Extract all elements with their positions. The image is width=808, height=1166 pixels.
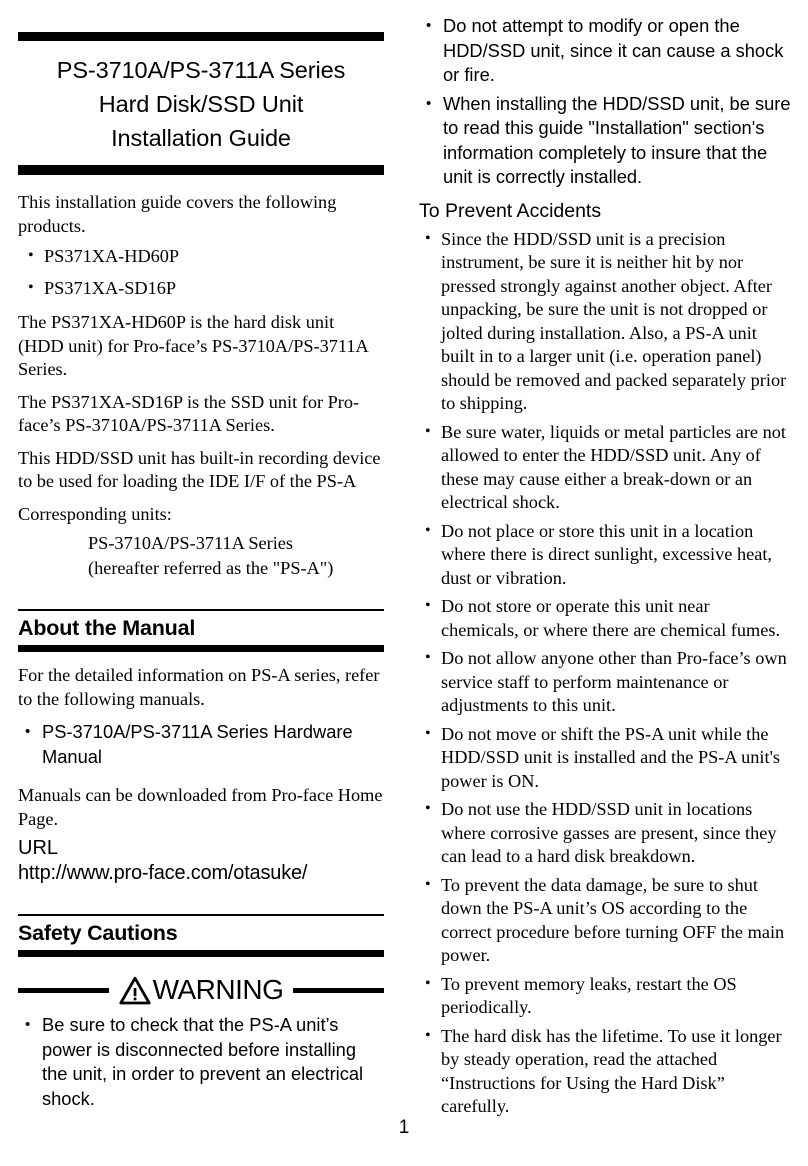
list-item: • When installing the HDD/SSD unit, be sure to read this guide "Installation" section's information completely to insure that the unit is correctly installed.	[419, 92, 791, 190]
list-item: • Do not allow anyone other than Pro-face’s own service staff to perform maintenance or adjustments to this unit.	[419, 647, 791, 718]
section-heading: Safety Cautions	[18, 921, 178, 945]
paragraph-recording-device: This HDD/SSD unit has built-in recording device to be used for loading the IDE I/F of the PS-A	[18, 447, 381, 491]
list-item: • Do not store or operate this unit near chemicals, or where there are chemical fumes.	[419, 595, 791, 642]
manual-list	[18, 720, 384, 769]
warning-triangle-icon	[119, 976, 151, 1005]
page-title-line-2: Hard Disk/SSD Unit	[98, 91, 304, 117]
title-block	[18, 32, 384, 175]
url-value[interactable]: http://www.pro-face.com/otasuke/	[18, 862, 308, 884]
section-rule-top	[18, 609, 384, 611]
corresponding-units-line-1: PS-3710A/PS-3711A Series	[88, 533, 294, 553]
list-item: • PS371XA-SD16P	[18, 275, 384, 302]
section-about-the-manual	[18, 609, 384, 886]
list-item: • To prevent the data damage, be sure to shut down the PS-A unit’s OS according to the correct procedure before turning OFF the main power.	[419, 874, 791, 968]
intro-paragraph: This installation guide covers the following products.	[18, 192, 337, 236]
title-rule-top	[18, 32, 384, 41]
left-column	[18, 0, 384, 1120]
warning-label-text: WARNING	[152, 974, 284, 1005]
list-item: • Be sure to check that the PS-A unit’s power is disconnected before installing the unit, in order to prevent an electrical shock.	[18, 1013, 384, 1111]
page-title	[18, 41, 384, 165]
warning-banner	[18, 975, 384, 1005]
section-heading: About the Manual	[18, 616, 196, 640]
page-title-line-3: Installation Guide	[111, 125, 291, 151]
right-column	[419, 0, 791, 1128]
warning-label-group	[113, 975, 290, 1005]
prevent-accidents-list	[419, 228, 791, 1119]
page-number: 1	[398, 1117, 410, 1138]
warning-items-list	[18, 1013, 384, 1111]
paragraph-ssd-description: The PS371XA-SD16P is the SSD unit for Pro-face’s PS-3710A/PS-3711A Series.	[18, 391, 360, 435]
section-rule-bottom	[18, 950, 384, 957]
list-item: • PS-3710A/PS-3711A Series Hardware Manual	[18, 720, 384, 769]
section-rule-bottom	[18, 645, 384, 652]
product-list	[18, 243, 384, 302]
section-rule-top	[18, 914, 384, 916]
download-note: Manuals can be downloaded from Pro-face Home Page.	[18, 785, 383, 829]
warning-rule-left	[18, 988, 109, 993]
warning-rule-right	[293, 988, 384, 993]
paragraph-corresponding-units-label: Corresponding units:	[18, 503, 172, 524]
list-item: • PS371XA-HD60P	[18, 243, 384, 270]
list-item: • Since the HDD/SSD unit is a precision instrument, be sure it is neither hit by nor pressed strongly against another object. After unpacking, be sure the unit is not dropped or jolted during installation. Also, a PS-A unit built in to a larger unit (i.e. operation panel) should be removed and packed separately prior to shipping.	[419, 228, 791, 416]
list-item: • Do not move or shift the PS-A unit while the HDD/SSD unit is installed and the PS-A unit's power is ON.	[419, 723, 791, 794]
list-item: • Do not attempt to modify or open the HDD/SSD unit, since it can cause a shock or fire.	[419, 14, 791, 88]
paragraph-hdd-description: The PS371XA-HD60P is the hard disk unit (HDD unit) for Pro-face’s PS-3710A/PS-3711A Series.	[18, 312, 368, 379]
subheading-to-prevent-accidents: To Prevent Accidents	[419, 199, 602, 222]
page-title-line-1: PS-3710A/PS-3711A Series	[56, 57, 346, 83]
list-item: • Do not use the HDD/SSD unit in locations where corrosive gasses are present, since they can lead to a hard disk breakdown.	[419, 798, 791, 869]
list-item: • Do not place or store this unit in a location where there is direct sunlight, excessive heat, dust or vibration.	[419, 520, 791, 591]
warning-items-continued-list	[419, 14, 791, 190]
section-safety-cautions	[18, 914, 384, 1111]
url-label: URL	[18, 837, 59, 859]
title-rule-bottom	[18, 165, 384, 175]
about-manual-intro: For the detailed information on PS-A series, refer to the following manuals.	[18, 665, 380, 709]
list-item: • The hard disk has the lifetime. To use it longer by steady operation, read the attached “Instructions for Using the Hard Disk” carefully.	[419, 1025, 791, 1119]
list-item: • Be sure water, liquids or metal particles are not allowed to enter the HDD/SSD unit. Any of these may cause either a break-down or an electrical shock.	[419, 421, 791, 515]
list-item: • To prevent memory leaks, restart the OS periodically.	[419, 973, 791, 1020]
corresponding-units-line-2: (hereafter referred as the "PS-A")	[88, 558, 334, 578]
